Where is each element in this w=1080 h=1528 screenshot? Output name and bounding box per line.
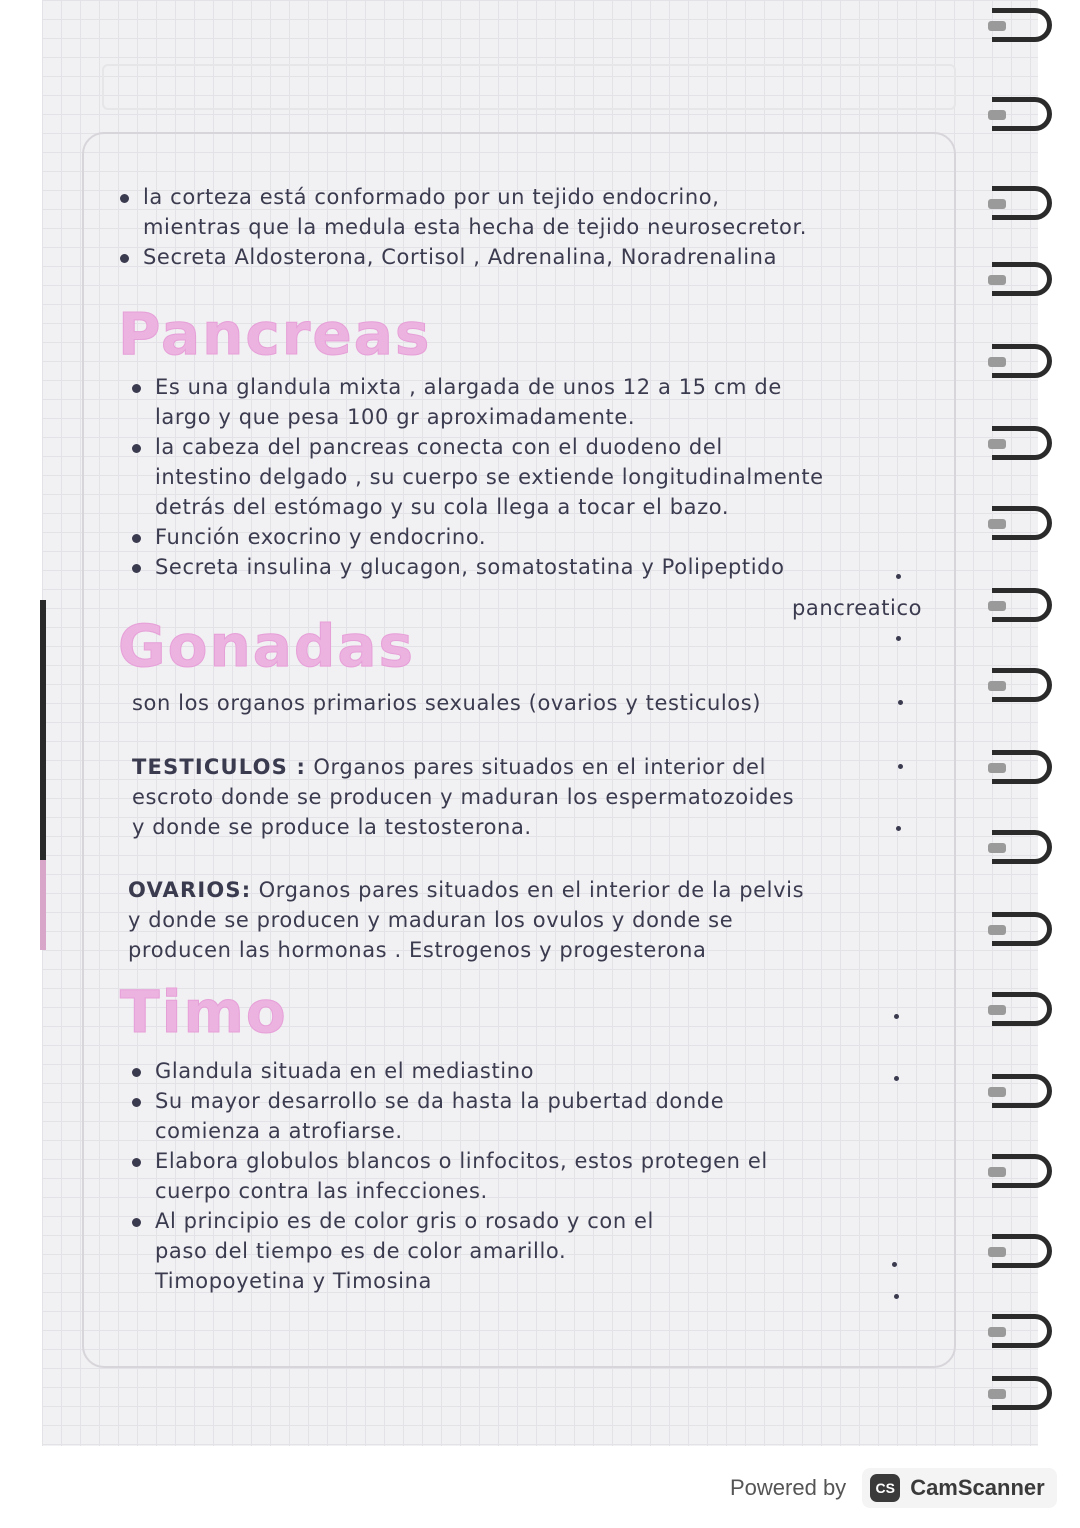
pancreas-line: largo y que pesa 100 gr aproximadamente. xyxy=(155,405,636,429)
pancreas-block xyxy=(132,372,824,582)
margin-dot xyxy=(896,826,901,831)
page-header-box xyxy=(102,64,956,110)
powered-by-text: Powered by xyxy=(730,1475,847,1500)
pancreas-line: intestino delgado , su cuerpo se extiende longitudinalmente xyxy=(155,465,824,489)
intro-block xyxy=(120,182,807,272)
ovarios-line: producen las hormonas . Estrogenos y progesterona xyxy=(128,938,707,962)
section-title-gonadas: Gonadas xyxy=(118,612,416,680)
pancreas-line: la cabeza del pancreas conecta con el duodeno del xyxy=(155,435,723,459)
testiculos-line: Organos pares situados en el interior del xyxy=(313,755,767,779)
testiculos-line: y donde se produce la testosterona. xyxy=(132,815,532,839)
spiral-ring xyxy=(992,262,1052,296)
margin-dot xyxy=(896,574,901,579)
ovarios-line: Organos pares situados en el interior de la pelvis xyxy=(258,878,805,902)
bullet-icon xyxy=(132,564,141,573)
camscanner-brand: CamScanner xyxy=(910,1475,1045,1500)
bullet-icon xyxy=(132,1098,141,1107)
spiral-ring xyxy=(992,1314,1052,1348)
margin-dot xyxy=(896,636,901,641)
bullet-icon xyxy=(132,534,141,543)
timo-block xyxy=(132,1056,768,1296)
section-title-timo: Timo xyxy=(120,978,288,1046)
spiral-ring xyxy=(992,1234,1052,1268)
timo-line: Glandula situada en el mediastino xyxy=(155,1059,535,1083)
camscanner-badge xyxy=(862,1468,1057,1508)
spiral-ring xyxy=(992,1154,1052,1188)
timo-line: comienza a atrofiarse. xyxy=(155,1119,403,1143)
testiculos-label: TESTICULOS : xyxy=(132,755,307,779)
spiral-ring xyxy=(992,1376,1052,1410)
ovarios-label: OVARIOS: xyxy=(128,878,252,902)
margin-dot xyxy=(894,1014,899,1019)
camscanner-watermark xyxy=(730,1468,1057,1508)
spiral-binding xyxy=(992,0,1080,1446)
spiral-ring xyxy=(992,344,1052,378)
bullet-icon xyxy=(132,444,141,453)
testiculos-block xyxy=(132,752,794,842)
bullet-icon xyxy=(132,1158,141,1167)
timo-line: paso del tiempo es de color amarillo. xyxy=(155,1239,567,1263)
timo-line: Elabora globulos blancos o linfocitos, estos protegen el xyxy=(155,1149,768,1173)
spiral-ring xyxy=(992,506,1052,540)
spiral-ring xyxy=(992,8,1052,42)
gonadas-intro: son los organos primarios sexuales (ovarios y testiculos) xyxy=(132,691,762,715)
spiral-ring xyxy=(992,992,1052,1026)
timo-line: Al principio es de color gris o rosado y con el xyxy=(155,1209,654,1233)
pancreas-line: pancreatico xyxy=(792,596,923,620)
spiral-ring xyxy=(992,588,1052,622)
ovarios-block xyxy=(128,875,804,965)
bullet-icon xyxy=(120,194,129,203)
bullet-icon xyxy=(120,254,129,263)
spiral-ring xyxy=(992,186,1052,220)
bullet-icon xyxy=(132,1068,141,1077)
margin-dot xyxy=(892,1262,897,1267)
margin-dot xyxy=(898,700,903,705)
timo-line: Timopoyetina y Timosina xyxy=(155,1269,432,1293)
spiral-ring xyxy=(992,912,1052,946)
margin-dot xyxy=(894,1076,899,1081)
bullet-icon xyxy=(132,1218,141,1227)
spiral-ring xyxy=(992,1074,1052,1108)
spiral-ring xyxy=(992,97,1052,131)
margin-dot xyxy=(894,1294,899,1299)
timo-line: Su mayor desarrollo se da hasta la pubertad donde xyxy=(155,1089,725,1113)
pancreas-line: Es una glandula mixta , alargada de unos 12 a 15 cm de xyxy=(155,375,782,399)
intro-line: mientras que la medula esta hecha de tejido neurosecretor. xyxy=(143,215,808,239)
timo-line: cuerpo contra las infecciones. xyxy=(155,1179,488,1203)
spiral-ring xyxy=(992,750,1052,784)
pancreas-line: Función exocrino y endocrino. xyxy=(155,525,487,549)
spiral-ring xyxy=(992,426,1052,460)
pancreas-line: detrás del estómago y su cola llega a tocar el bazo. xyxy=(155,495,730,519)
intro-line: Secreta Aldosterona, Cortisol , Adrenalina, Noradrenalina xyxy=(143,245,778,269)
section-title-pancreas: Pancreas xyxy=(118,300,432,368)
testiculos-line: escroto donde se producen y maduran los espermatozoides xyxy=(132,785,795,809)
intro-line: la corteza está conformado por un tejido endocrino, xyxy=(143,185,720,209)
pancreas-line: Secreta insulina y glucagon, somatostatina y Polipeptido xyxy=(155,555,785,579)
spiral-ring xyxy=(992,668,1052,702)
camscanner-logo-icon: CS xyxy=(870,1474,900,1502)
spiral-ring xyxy=(992,830,1052,864)
margin-dot xyxy=(898,764,903,769)
left-edge-strip xyxy=(40,600,46,860)
bullet-icon xyxy=(132,384,141,393)
ovarios-line: y donde se producen y maduran los ovulos y donde se xyxy=(128,908,734,932)
left-edge-strip-pink xyxy=(40,860,46,950)
